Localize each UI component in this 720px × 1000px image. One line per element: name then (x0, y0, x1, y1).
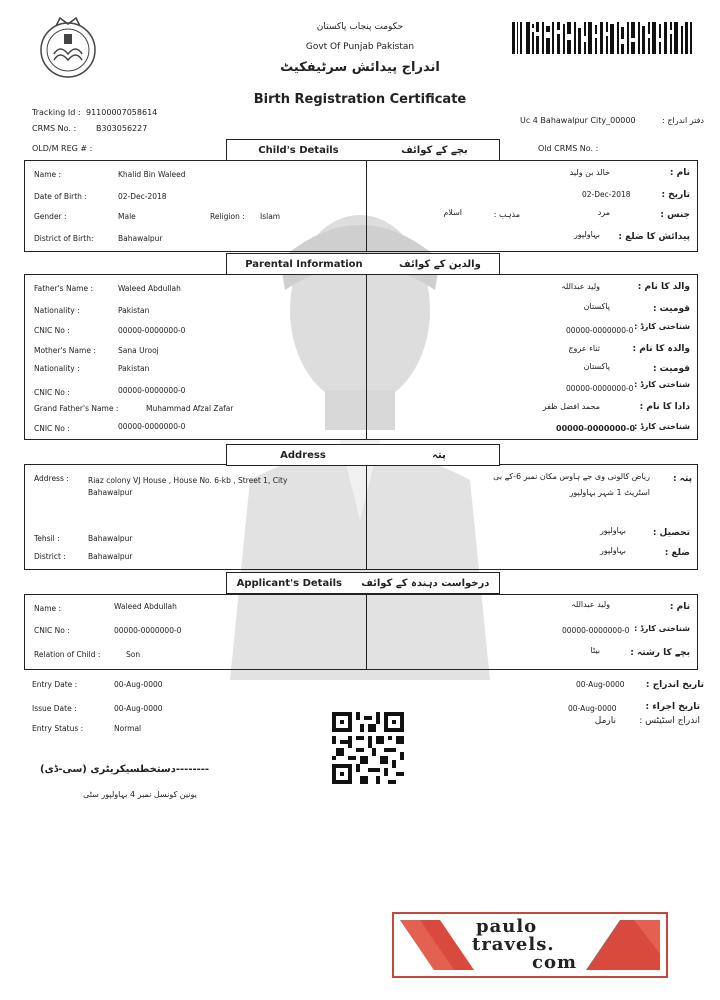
ur-applicant-name-label: نام : (669, 602, 690, 612)
parental-info-header (226, 253, 500, 275)
applicant-name-label: Name : (34, 604, 62, 613)
child-ur-name-label: نام : (669, 168, 690, 178)
child-gender-label: Gender : (34, 212, 67, 221)
ur-nat2-label: قومیت : (652, 364, 690, 374)
office-value: Uc 4 Bahawalpur City_00000 (520, 116, 636, 125)
ur-tehsil-label: تحصیل : (652, 528, 690, 538)
applicant-name-value: Waleed Abdullah (114, 602, 177, 611)
cnic-3-label: CNIC No : (34, 424, 70, 433)
child-ur-date-label: تاریخ : (661, 190, 690, 200)
mother-label: Mother's Name : (34, 346, 96, 355)
urdu-govt-text: حکومت پنجاب پاکستان (316, 22, 404, 32)
address-header-ur: پتہ (432, 449, 446, 461)
child-ur-date-value: 02-Dec-2018 (582, 190, 631, 199)
child-religion-value: Islam (260, 212, 281, 221)
child-ur-gender-label: جنس : (660, 210, 690, 220)
address-label: Address : (34, 474, 69, 483)
district-label: District : (34, 552, 66, 561)
grandfather-label: Grand Father's Name : (34, 404, 119, 413)
child-header-ur: بچے کے کوائف (401, 144, 468, 156)
mother-value: Sana Urooj (118, 346, 159, 355)
child-district-label: District of Birth: (34, 234, 94, 243)
cnic-2-label: CNIC No : (34, 388, 70, 397)
child-header-en: Child's Details (258, 144, 339, 156)
relation-value: Son (126, 650, 141, 659)
ur-address-line-2: اسٹریٹ 1 شہر بہاولپور (569, 488, 650, 497)
child-religion-label: Religion : (210, 212, 245, 221)
grandfather-value: Muhammad Afzal Zafar (146, 404, 234, 413)
child-ur-religion-value: اسلام (443, 208, 462, 217)
district-value: Bahawalpur (88, 552, 133, 561)
punjab-emblem-icon (38, 16, 98, 80)
tracking-value: 91100007058614 (86, 108, 158, 117)
child-district-value: Bahawalpur (118, 234, 163, 243)
tracking-label: Tracking Id : (32, 108, 81, 117)
applicant-header-ur: درخواست دہندہ کے کوائف (361, 577, 490, 589)
old-crms-label: Old CRMS No. : (538, 144, 599, 153)
parental-info-box (24, 274, 698, 440)
cnic-3-value: 00000-0000000-0 (118, 422, 186, 431)
address-line-1: Riaz colony VJ House , House No. 6-kb , Street 1, City (88, 476, 288, 485)
child-name-value: Khalid Bin Waleed (118, 170, 186, 179)
nationality-1-value: Pakistan (118, 306, 150, 315)
child-ur-religion-label: مذہب : (493, 210, 520, 219)
entry-status-value: Normal (114, 724, 142, 733)
union-council-text: یونین کونسل نمبر 4 بہاولپور سٹی (83, 790, 197, 799)
paulo-travels-logo (392, 912, 668, 978)
ur-entry-date-label: تاریخ اندراج : (645, 680, 704, 690)
child-ur-district-value: بہاولپور (573, 230, 600, 239)
cnic-1-label: CNIC No : (34, 326, 70, 335)
ur-mother-value: ثناء عروج (568, 344, 600, 353)
child-dob-label: Date of Birth : (34, 192, 87, 201)
child-dob-value: 02-Dec-2018 (118, 192, 167, 201)
logo-line-3: com (532, 952, 578, 973)
ur-mother-label: والدہ کا نام : (632, 344, 690, 354)
applicant-header (226, 572, 500, 594)
parents-header-en: Parental Information (245, 258, 363, 270)
father-value: Waleed Abdullah (118, 284, 181, 293)
child-gender-value: Male (118, 212, 136, 221)
urdu-title: اندراج پیدائش سرٹیفکیٹ (280, 60, 440, 75)
cnic-1-value: 00000-0000000-0 (118, 326, 186, 335)
nationality-2-label: Nationality : (34, 364, 80, 373)
office-urdu-label: دفتر اندراج : (662, 116, 704, 125)
ur-cnic2-label: شناختی کارڈ : (634, 380, 690, 389)
ur-cnic2-value: 00000-0000000-0 (566, 384, 634, 393)
ur-tehsil-value: بہاولپور (599, 526, 626, 535)
barcode-icon (512, 22, 692, 54)
logo-line-1: paulo (476, 916, 538, 937)
address-header-en: Address (280, 449, 326, 461)
ur-cnic3-label: شناختی کارڈ : (634, 422, 690, 431)
ur-relation-label: بچے کا رشتہ : (630, 648, 690, 658)
ur-district-value: بہاولپور (599, 546, 626, 555)
govt-text: Govt Of Punjab Pakistan (305, 42, 415, 52)
child-ur-gender-value: مرد (597, 208, 610, 217)
ur-nat1-value: پاکستان (583, 302, 610, 311)
ur-issue-date-value: 00-Aug-0000 (568, 704, 617, 713)
ur-applicant-name-value: ولید عبداللہ (571, 600, 610, 609)
tehsil-label: Tehsil : (34, 534, 60, 543)
ur-district-label: ضلع : (664, 548, 690, 558)
ur-applicant-cnic-value: 00000-0000000-0 (562, 626, 630, 635)
ur-cnic3-value: 00000-0000000-0 (556, 424, 636, 433)
ur-relation-value: بیٹا (590, 646, 600, 655)
entry-status-label: Entry Status : (32, 724, 84, 733)
ur-grandfather-value: محمد افضل ظفر (542, 402, 600, 411)
child-ur-district-label: پیدائش کا ضلع : (618, 232, 690, 242)
ur-father-value: ولید عبداللہ (561, 282, 600, 291)
address-line-2: Bahawalpur (88, 488, 133, 497)
applicant-cnic-label: CNIC No : (34, 626, 70, 635)
page-title: Birth Registration Certificate (253, 92, 467, 107)
address-header (226, 444, 500, 466)
ur-cnic1-value: 00000-0000000-0 (566, 326, 634, 335)
secretary-signature-line: (دستخطسیکریٹری (سی-ڈی-------- (40, 764, 210, 775)
ur-cnic1-label: شناختی کارڈ : (634, 322, 690, 331)
issue-date-value: 00-Aug-0000 (114, 704, 163, 713)
applicant-header-en: Applicant's Details (236, 577, 342, 589)
crms-label: CRMS No. : (32, 124, 77, 133)
ur-nat2-value: پاکستان (583, 362, 610, 371)
ur-address-line-1: ریاض کالونی وی جے ہاوس مکان نمبر 6-کے بی (493, 472, 650, 481)
ur-applicant-cnic-label: شناختی کارڈ : (634, 624, 690, 633)
relation-label: Relation of Child : (34, 650, 101, 659)
father-label: Father's Name : (34, 284, 94, 293)
ur-grandfather-label: دادا کا نام : (639, 402, 690, 412)
ur-nat1-label: قومیت : (652, 304, 690, 314)
child-ur-name-value: خالد بن ولید (569, 168, 610, 177)
issue-date-label: Issue Date : (32, 704, 77, 713)
entry-date-label: Entry Date : (32, 680, 78, 689)
logo-line-2: travels. (472, 934, 555, 955)
nationality-2-value: Pakistan (118, 364, 150, 373)
old-reg-label: OLD/M REG # : (32, 144, 93, 153)
nationality-1-label: Nationality : (34, 306, 80, 315)
child-details-header (226, 139, 500, 161)
crms-value: B303056227 (96, 124, 148, 133)
ur-status-label: اندراج اسٹیٹس : (639, 716, 700, 726)
ur-status-value: نارمل (594, 716, 616, 726)
ur-entry-date-value: 00-Aug-0000 (576, 680, 625, 689)
qr-code-icon (332, 712, 404, 784)
ur-father-label: والد کا نام : (637, 282, 690, 292)
ur-address-label: پتہ : (672, 474, 692, 484)
tehsil-value: Bahawalpur (88, 534, 133, 543)
applicant-cnic-value: 00000-0000000-0 (114, 626, 182, 635)
cnic-2-value: 00000-0000000-0 (118, 386, 186, 395)
ur-issue-date-label: تاریخ اجراء : (645, 702, 700, 712)
child-name-label: Name : (34, 170, 62, 179)
entry-date-value: 00-Aug-0000 (114, 680, 163, 689)
parents-header-ur: والدین کے کوائف (399, 258, 481, 270)
